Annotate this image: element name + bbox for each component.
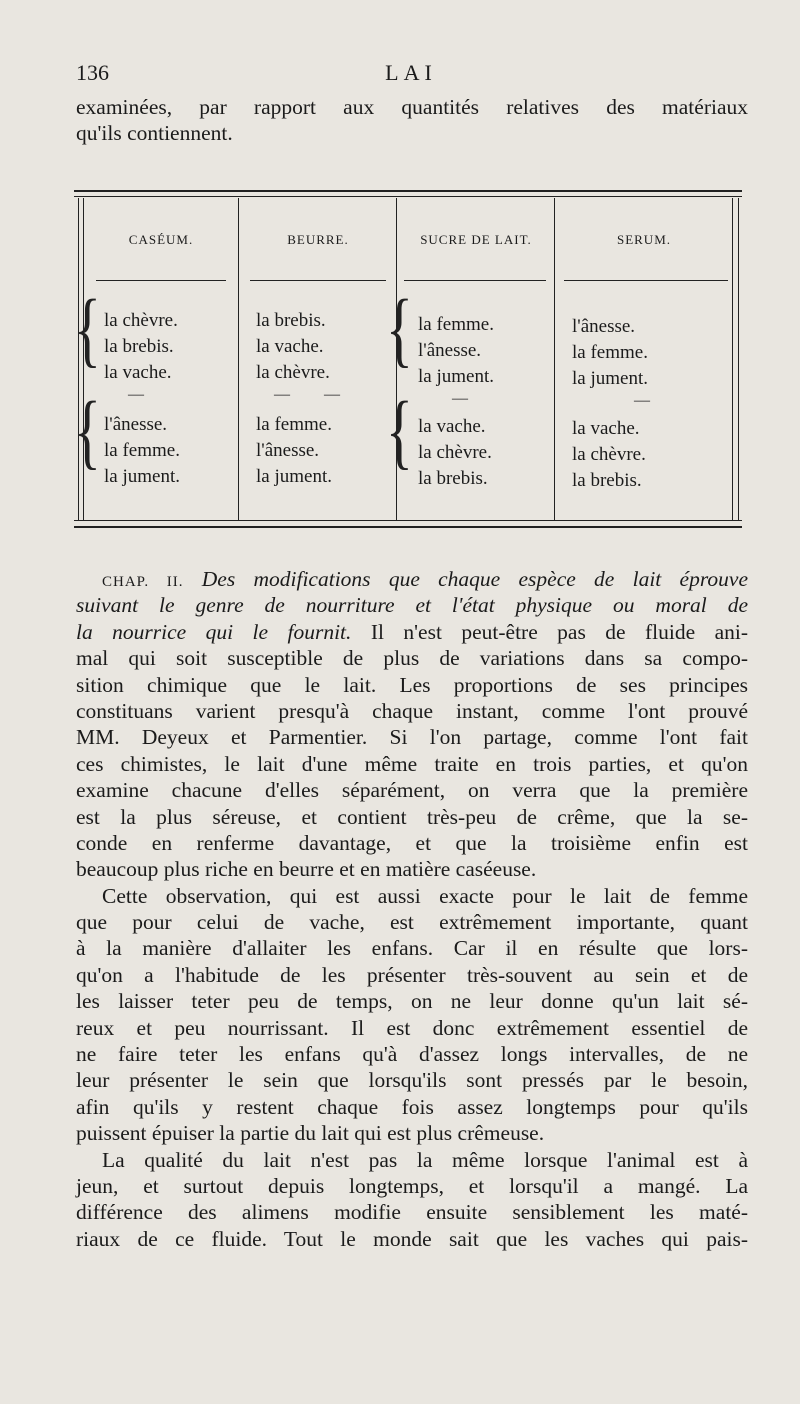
text-line: conde en renferme davantage, et que la troisième enfin est [76,830,748,855]
table-cell: la jument. [418,366,494,387]
text-line: que pour celui de vache, est extrêmement importante, quant [76,910,748,935]
header-rule [96,280,226,281]
separator-dash: — [274,386,290,403]
table-cell: la brebis. [418,468,488,489]
table-cell-group [256,308,330,386]
text-line: mal qui soit susceptible de plus de variations dans sa compo- [76,646,748,671]
table-cell: la chèvre. [418,442,492,463]
table-cell-group [104,308,178,386]
text-line: ces chimistes, le lait d'une même traite en trois parties, et qu'on [76,751,748,776]
text-line: qu'on a l'habitude de les présenter très-souvent au sein et de [76,962,748,987]
column-divider [238,198,239,520]
text-line: est la plus séreuse, et contient très-peu de crême, que la se- [76,804,748,829]
table-border-bottom [74,526,742,528]
intro-paragraph [76,94,748,147]
table-cell: la jument. [104,466,180,487]
chapter-heading-line [76,566,748,592]
table-cell: la vache. [256,336,324,357]
text-segment: Il n'est peut-être pas de fluide ani- [351,619,749,644]
brace-symbol: { [386,385,413,479]
text-line: riaux de ce fluide. Tout le monde sait que les vaches qui pais- [76,1226,748,1251]
separator-dash: — [634,392,650,409]
brace-symbol: { [74,283,101,377]
table-right-border-inner [732,198,733,520]
milk-composition-table [74,190,742,530]
header-rule [404,280,546,281]
text-line: jeun, et surtout depuis longtemps, et lorsqu'il a mangé. La [76,1173,748,1198]
text-line: beaucoup plus riche en beurre et en matière caséeuse. [76,857,537,882]
table-cell: l'ânesse. [256,440,320,461]
separator-dash: — [324,386,340,403]
chapter-title-end: la nourrice qui le fournit. [76,619,352,644]
table-cell: la femme. [104,440,180,461]
text-line: MM. Deyeux et Parmentier. Si l'on partage, comme l'ont fait [76,725,748,750]
page-number: 136 [76,60,109,85]
table-cell: la vache. [418,416,486,437]
chapter-body [76,566,748,1252]
table-cell: la femme. [256,414,332,435]
table-border-bottom-inner [74,520,742,521]
text-line: qu'ils contiennent. [76,121,233,146]
table-cell: la chèvre. [104,310,178,331]
text-line: sition chimique que le lait. Les proportions de ses principes [76,672,748,697]
table-cell: la femme. [572,342,648,363]
text-line: examine chacune d'elles séparément, on verra que la première [76,778,748,803]
table-cell-group [572,416,646,494]
text-line [76,619,748,645]
text-line: leur présenter le sein que lorsqu'ils sont pressés par le besoin, [76,1068,748,1093]
table-cell-group [418,312,494,390]
column-header-beurre: BEURRE. [287,232,349,247]
column-header-caseum: CASÉUM. [128,232,194,247]
chapter-label: CHAP. II. [102,574,184,590]
header-rule [564,280,728,281]
table-cell: la chèvre. [256,362,330,383]
brace-symbol: { [386,283,413,377]
table-right-border [738,198,739,520]
text-line: les laisser teter peu de temps, on ne leur donne qu'un lait sé- [76,989,748,1014]
text-line: différence des alimens modifie ensuite sensiblement les maté- [76,1200,748,1225]
table-cell: l'ânesse. [104,414,168,435]
table-border-top-inner [74,196,742,197]
text-line: La qualité du lait n'est pas la même lorsque l'animal est à [102,1147,748,1172]
column-divider [554,198,555,520]
table-cell-group [572,314,648,392]
table-cell: la brebis. [256,310,326,331]
text-line: à la manière d'allaiter les enfans. Car il en résulte que lors- [76,936,748,961]
column-header-sucre: SUCRE DE LAIT. [420,232,532,247]
text-line: examinées, par rapport aux quantités relatives des matériaux [76,95,748,119]
text-line: puissent épuiser la partie du lait qui est plus crêmeuse. [76,1121,545,1146]
table-cell: la vache. [572,418,640,439]
table-cell: la jument. [256,466,332,487]
chapter-title-line: suivant le genre de nourriture et l'état physique ou moral de [76,593,748,618]
separator-dash: — [128,386,144,403]
table-cell-group [104,412,180,490]
page-header [76,60,746,90]
column-header-serum: SERUM. [616,232,672,247]
table-cell-group [418,414,492,492]
text-line: reux et peu nourrissant. Il est donc extrêmement essentiel de [76,1015,748,1040]
separator-dash: — [452,390,468,407]
chapter-title: Des modifications que chaque espèce de lait éprouve [201,567,749,591]
text-line: Cette observation, qui est aussi exacte pour le lait de femme [102,883,748,908]
table-cell: la femme. [418,314,494,335]
table-cell: la chèvre. [572,444,646,465]
table-cell: la brebis. [572,470,642,491]
text-line: afin qu'ils y restent chaque fois assez longtemps pour qu'ils [76,1094,748,1119]
table-cell: la jument. [572,368,648,389]
running-head: LAI [385,60,437,85]
table-cell: l'ânesse. [418,340,482,361]
table-cell: la brebis. [104,336,174,357]
text-line: constituans varient presqu'à chaque instant, comme l'ont prouvé [76,698,748,723]
text-line: ne faire teter les enfans qu'à d'assez longs intervalles, de ne [76,1042,748,1067]
table-cell-group [256,412,332,490]
header-rule [250,280,386,281]
table-cell: l'ânesse. [572,316,636,337]
table-cell: la vache. [104,362,172,383]
brace-symbol: { [74,385,101,479]
table-border-top [74,190,742,192]
